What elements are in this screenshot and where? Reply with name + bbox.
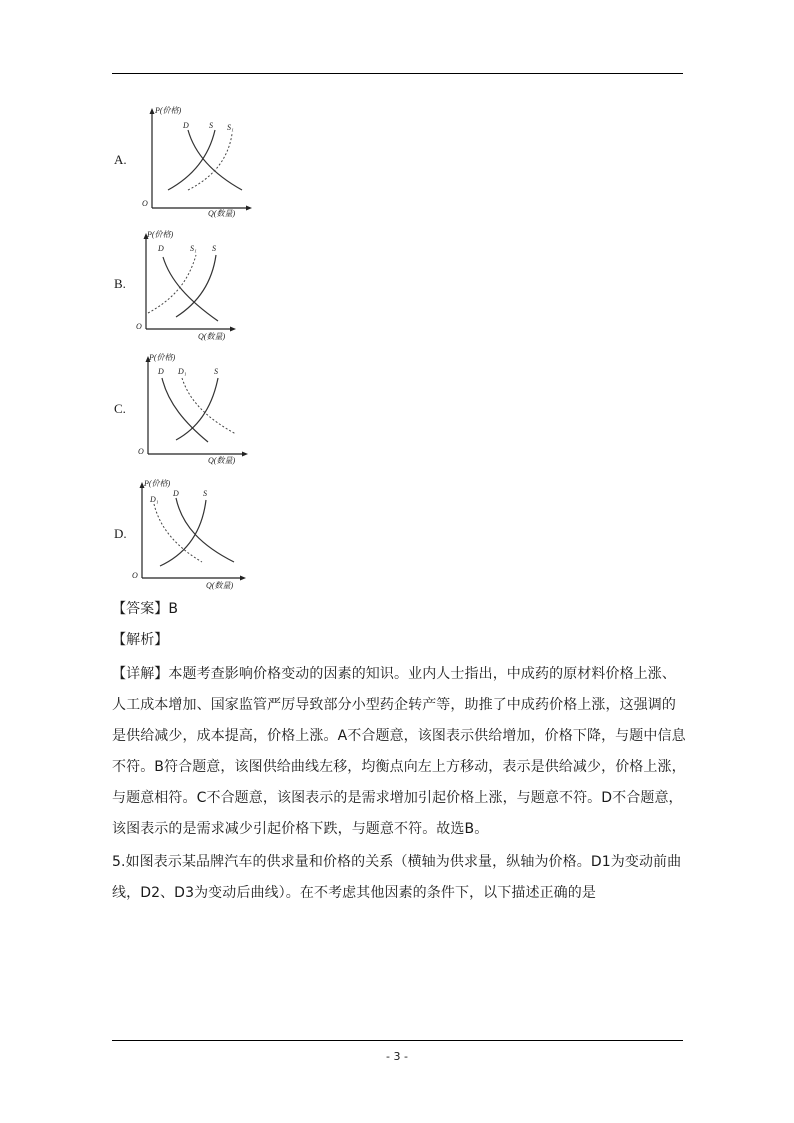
curve-label-d: D <box>158 244 164 253</box>
supply-curve-s1 <box>148 255 196 313</box>
origin-label: O <box>136 322 142 331</box>
origin-label: O <box>138 447 144 456</box>
supply-curve-s <box>176 255 216 317</box>
curve-label-d: D <box>173 489 179 498</box>
x-axis-label: Q(数量) <box>198 332 226 341</box>
curve-label-s1: S₁ <box>227 123 234 132</box>
curve-label-s: S <box>212 244 216 253</box>
option-d-chart <box>130 474 260 592</box>
y-axis-label: P(价格) <box>147 230 174 239</box>
curve-label-d1: D₁ <box>178 367 187 376</box>
option-c-graph <box>130 348 260 466</box>
answer-line: 【答案】B <box>112 601 179 617</box>
curve-label-s1: S₁ <box>190 244 197 253</box>
explanation-line-1: 【详解】本题考查影响价格变动的因素的知识。业内人士指出，中成药的原材料价格上涨、 <box>112 666 676 682</box>
page-number: - 3 - <box>386 1050 408 1063</box>
explanation-line-4: 不符。B符合题意，该图供给曲线左移，均衡点向左上方移动，表示是供给减少，价格上涨， <box>112 759 686 775</box>
option-c-label: C. <box>114 401 126 416</box>
origin-label: O <box>142 199 148 208</box>
demand-curve-d <box>163 257 218 321</box>
x-axis-arrow <box>246 206 252 211</box>
option-b-label: B. <box>114 276 126 291</box>
x-axis-arrow <box>230 327 236 332</box>
origin-label: O <box>132 571 138 580</box>
curve-label-d: D <box>183 121 189 130</box>
option-a-label: A. <box>114 152 127 167</box>
supply-curve-s <box>160 500 206 566</box>
option-d-label: D. <box>114 526 127 541</box>
option-a-graph <box>130 100 260 218</box>
curve-label-d: D <box>158 367 164 376</box>
x-axis-arrow <box>240 576 246 581</box>
explanation-line-3: 是供给减少，成本提高，价格上涨。A不合题意，该图表示供给增加，价格下降，与题中信息 <box>112 728 686 744</box>
option-a-chart <box>130 100 260 218</box>
explanation-line-6: 该图表示的是需求减少引起价格下跌，与题意不符。故选B。 <box>112 821 489 837</box>
option-b-chart <box>130 225 260 343</box>
y-axis-label: P(价格) <box>149 353 176 362</box>
x-axis-label: Q(数量) <box>208 456 236 465</box>
header-rule <box>112 73 683 74</box>
x-axis-label: Q(数量) <box>206 581 234 590</box>
y-axis-label: P(价格) <box>155 106 182 115</box>
x-axis-label: Q(数量) <box>208 209 236 218</box>
option-d-graph <box>130 474 260 592</box>
option-c-chart <box>130 348 260 466</box>
demand-curve-d <box>188 130 242 190</box>
x-axis-arrow <box>242 452 248 457</box>
curve-label-d1: D₁ <box>150 495 159 504</box>
explanation-line-5: 与题意相符。C不合题意，该图表示的是需求增加引起价格上涨，与题意不符。D不合题意， <box>112 790 683 806</box>
supply-curve-s <box>176 378 218 440</box>
footer-rule <box>112 1040 683 1041</box>
supply-curve-s1 <box>188 134 232 190</box>
y-axis-arrow <box>150 108 155 114</box>
demand-curve-d <box>162 378 208 442</box>
curve-label-s: S <box>203 489 207 498</box>
curve-label-s: S <box>209 121 213 130</box>
analysis-heading: 【解析】 <box>112 632 169 648</box>
question-5-line-1: 5.如图表示某品牌汽车的供求量和价格的关系（横轴为供求量，纵轴为价格。D1为变动前曲 <box>112 854 682 870</box>
curve-label-s: S <box>214 367 218 376</box>
question-5-line-2: 线，D2、D3为变动后曲线）。在不考虑其他因素的条件下，以下描述正确的是 <box>112 885 596 901</box>
explanation-line-2: 人工成本增加、国家监管严厉导致部分小型药企转产等，助推了中成药价格上涨，这强调的 <box>112 697 676 713</box>
option-b-graph <box>130 225 260 343</box>
y-axis-label: P(价格) <box>144 479 171 488</box>
